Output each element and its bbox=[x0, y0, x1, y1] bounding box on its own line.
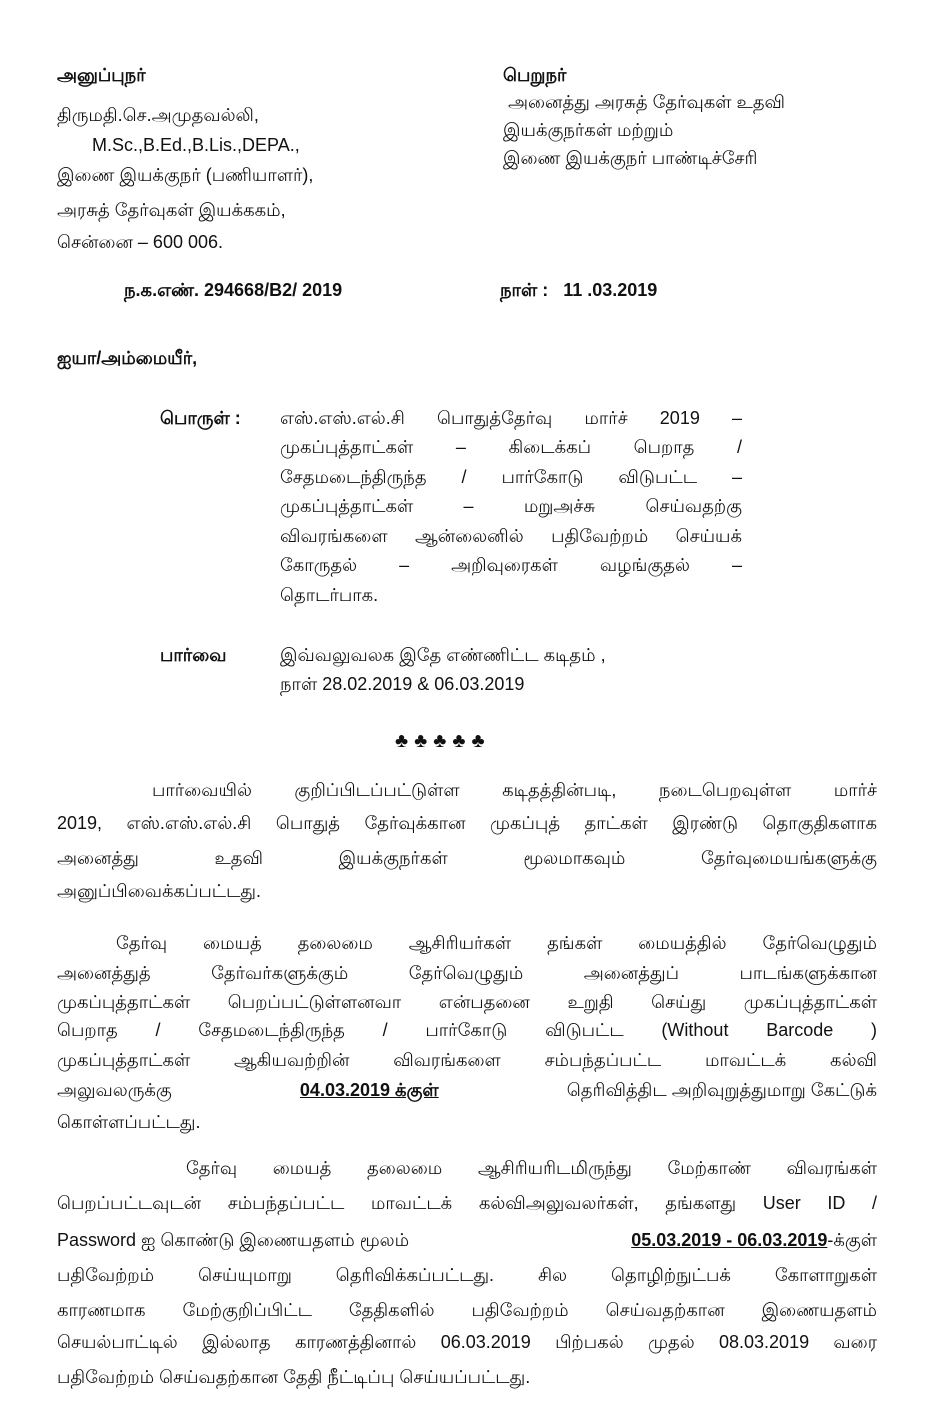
paragraph-line: பெறப்பட்டவுடன் சம்பந்தப்பட்ட மாவட்டக் கல்விஅலுவலர்கள், தங்களது User ID / bbox=[57, 1193, 877, 1213]
paragraph-line: பெறாத / சேதமடைந்திருந்த / பார்கோடு விடுபட்ட (Without Barcode ) bbox=[57, 1020, 877, 1040]
sender-qualifications: M.Sc.,B.Ed.,B.Lis.,DEPA., bbox=[92, 135, 300, 155]
reference-line: இவ்வலுவலக இதே எண்ணிட்ட கடிதம் , bbox=[280, 645, 606, 665]
paragraph-line: பதிவேற்றம் செய்யுமாறு தெரிவிக்கப்பட்டது. சில தொழிற்நுட்பக் கோளாறுகள் bbox=[57, 1265, 877, 1285]
paragraph-line: அனுப்பிவைக்கப்பட்டது. bbox=[57, 881, 262, 901]
paragraph-line bbox=[57, 1078, 877, 1102]
recipient-label: பெறுநர் bbox=[503, 65, 567, 85]
clubs-separator: ♣♣♣♣♣ bbox=[395, 730, 491, 752]
text: Password ஐ கொண்டு இணையதளம் மூலம் bbox=[57, 1230, 410, 1250]
subject-line: முகப்புத்தாட்கள் – கிடைக்கப் பெறாத / bbox=[280, 437, 742, 457]
subject-label: பொருள் : bbox=[160, 408, 241, 428]
recipient-line: இணை இயக்குநர் பாண்டிச்சேரி bbox=[503, 148, 758, 168]
paragraph-line: தேர்வு மையத் தலைமை ஆசிரியரிடமிருந்து மேற்காண் விவரங்கள் bbox=[186, 1158, 877, 1178]
deadline-date: 04.03.2019 க்குள் bbox=[299, 1080, 439, 1100]
paragraph-line: முகப்புத்தாட்கள் பெறப்பட்டுள்ளனவா என்பதனை உறுதி செய்து முகப்புத்தாட்கள் bbox=[57, 992, 877, 1012]
sender-name: திருமதி.செ.அமுதவல்லி, bbox=[57, 105, 259, 125]
upload-date-range: 05.03.2019 - 06.03.2019 bbox=[631, 1230, 828, 1250]
salutation: ஐயா/அம்மையீர், bbox=[57, 348, 198, 368]
subject-line: எஸ்.எஸ்.எல்.சி பொதுத்தேர்வு மார்ச் 2019 – bbox=[280, 408, 742, 428]
paragraph-line: காரணமாக மேற்குறிப்பிட்ட தேதிகளில் பதிவேற்றம் செய்வதற்கான இணையதளம் bbox=[57, 1300, 877, 1320]
recipient-line: இயக்குநர்கள் மற்றும் bbox=[503, 120, 674, 140]
reference-line: நாள் 28.02.2019 & 06.03.2019 bbox=[280, 674, 525, 694]
paragraph-line: 2019, எஸ்.எஸ்.எல்.சி பொதுத் தேர்வுக்கான முகப்புத் தாட்கள் இரண்டு தொகுதிகளாக bbox=[57, 813, 877, 833]
sender-designation: இணை இயக்குநர் (பணியாளர்), bbox=[57, 165, 314, 185]
sender-city: சென்னை – 600 006. bbox=[57, 232, 223, 252]
paragraph-line: செயல்பாட்டில் இல்லாத காரணத்தினால் 06.03.2019 பிற்பகல் முதல் 08.03.2019 வரை bbox=[57, 1332, 877, 1352]
subject-line: தொடர்பாக. bbox=[280, 585, 379, 605]
subject-line: கோருதல் – அறிவுரைகள் வழங்குதல் – bbox=[280, 555, 742, 575]
paragraph-line: அனைத்துத் தேர்வர்களுக்கும் தேர்வெழுதும் அனைத்துப் பாடங்களுக்கான bbox=[57, 963, 877, 983]
paragraph-line: அனைத்து உதவி இயக்குநர்கள் மூலமாகவும் தேர்வுமையங்களுக்கு bbox=[57, 848, 877, 868]
text: அலுவலருக்கு bbox=[57, 1080, 172, 1100]
subject-line: சேதமடைந்திருந்த / பார்கோடு விடுபட்ட – bbox=[280, 467, 742, 487]
paragraph-line: பார்வையில் குறிப்பிடப்பட்டுள்ள கடிதத்தின்படி, நடைபெறவுள்ள மார்ச் bbox=[152, 780, 877, 800]
text: தெரிவித்திட அறிவுறுத்துமாறு கேட்டுக் bbox=[566, 1080, 877, 1100]
recipient-line: அனைத்து அரசுத் தேர்வுகள் உதவி bbox=[508, 92, 786, 112]
paragraph-line: கொள்ளப்பட்டது. bbox=[57, 1112, 201, 1132]
paragraph-line: பதிவேற்றம் செய்வதற்கான தேதி நீட்டிப்பு செய்யப்பட்டது. bbox=[57, 1367, 531, 1387]
date-label: நாள் : bbox=[500, 280, 549, 300]
sender-label: அனுப்புநர் bbox=[57, 65, 146, 85]
subject-line: விவரங்களை ஆன்லைனில் பதிவேற்றம் செய்யக் bbox=[280, 526, 742, 546]
sender-office: அரசுத் தேர்வுகள் இயக்ககம், bbox=[57, 200, 286, 220]
text: -க்குள் bbox=[827, 1230, 877, 1250]
date-value: 11 .03.2019 bbox=[563, 280, 658, 300]
reference-label: பார்வை bbox=[160, 645, 227, 665]
paragraph-line: முகப்புத்தாட்கள் ஆகியவற்றின் விவரங்களை சம்பந்தப்பட்ட மாவட்டக் கல்வி bbox=[57, 1050, 877, 1070]
paragraph-line bbox=[57, 1228, 877, 1252]
date-line bbox=[500, 278, 657, 302]
reference-number: ந.க.எண். 294668/B2/ 2019 bbox=[124, 280, 343, 300]
subject-line: முகப்புத்தாட்கள் – மறுஅச்சு செய்வதற்கு bbox=[280, 496, 742, 516]
paragraph-line: தேர்வு மையத் தலைமை ஆசிரியர்கள் தங்கள் மையத்தில் தேர்வெழுதும் bbox=[116, 933, 877, 953]
